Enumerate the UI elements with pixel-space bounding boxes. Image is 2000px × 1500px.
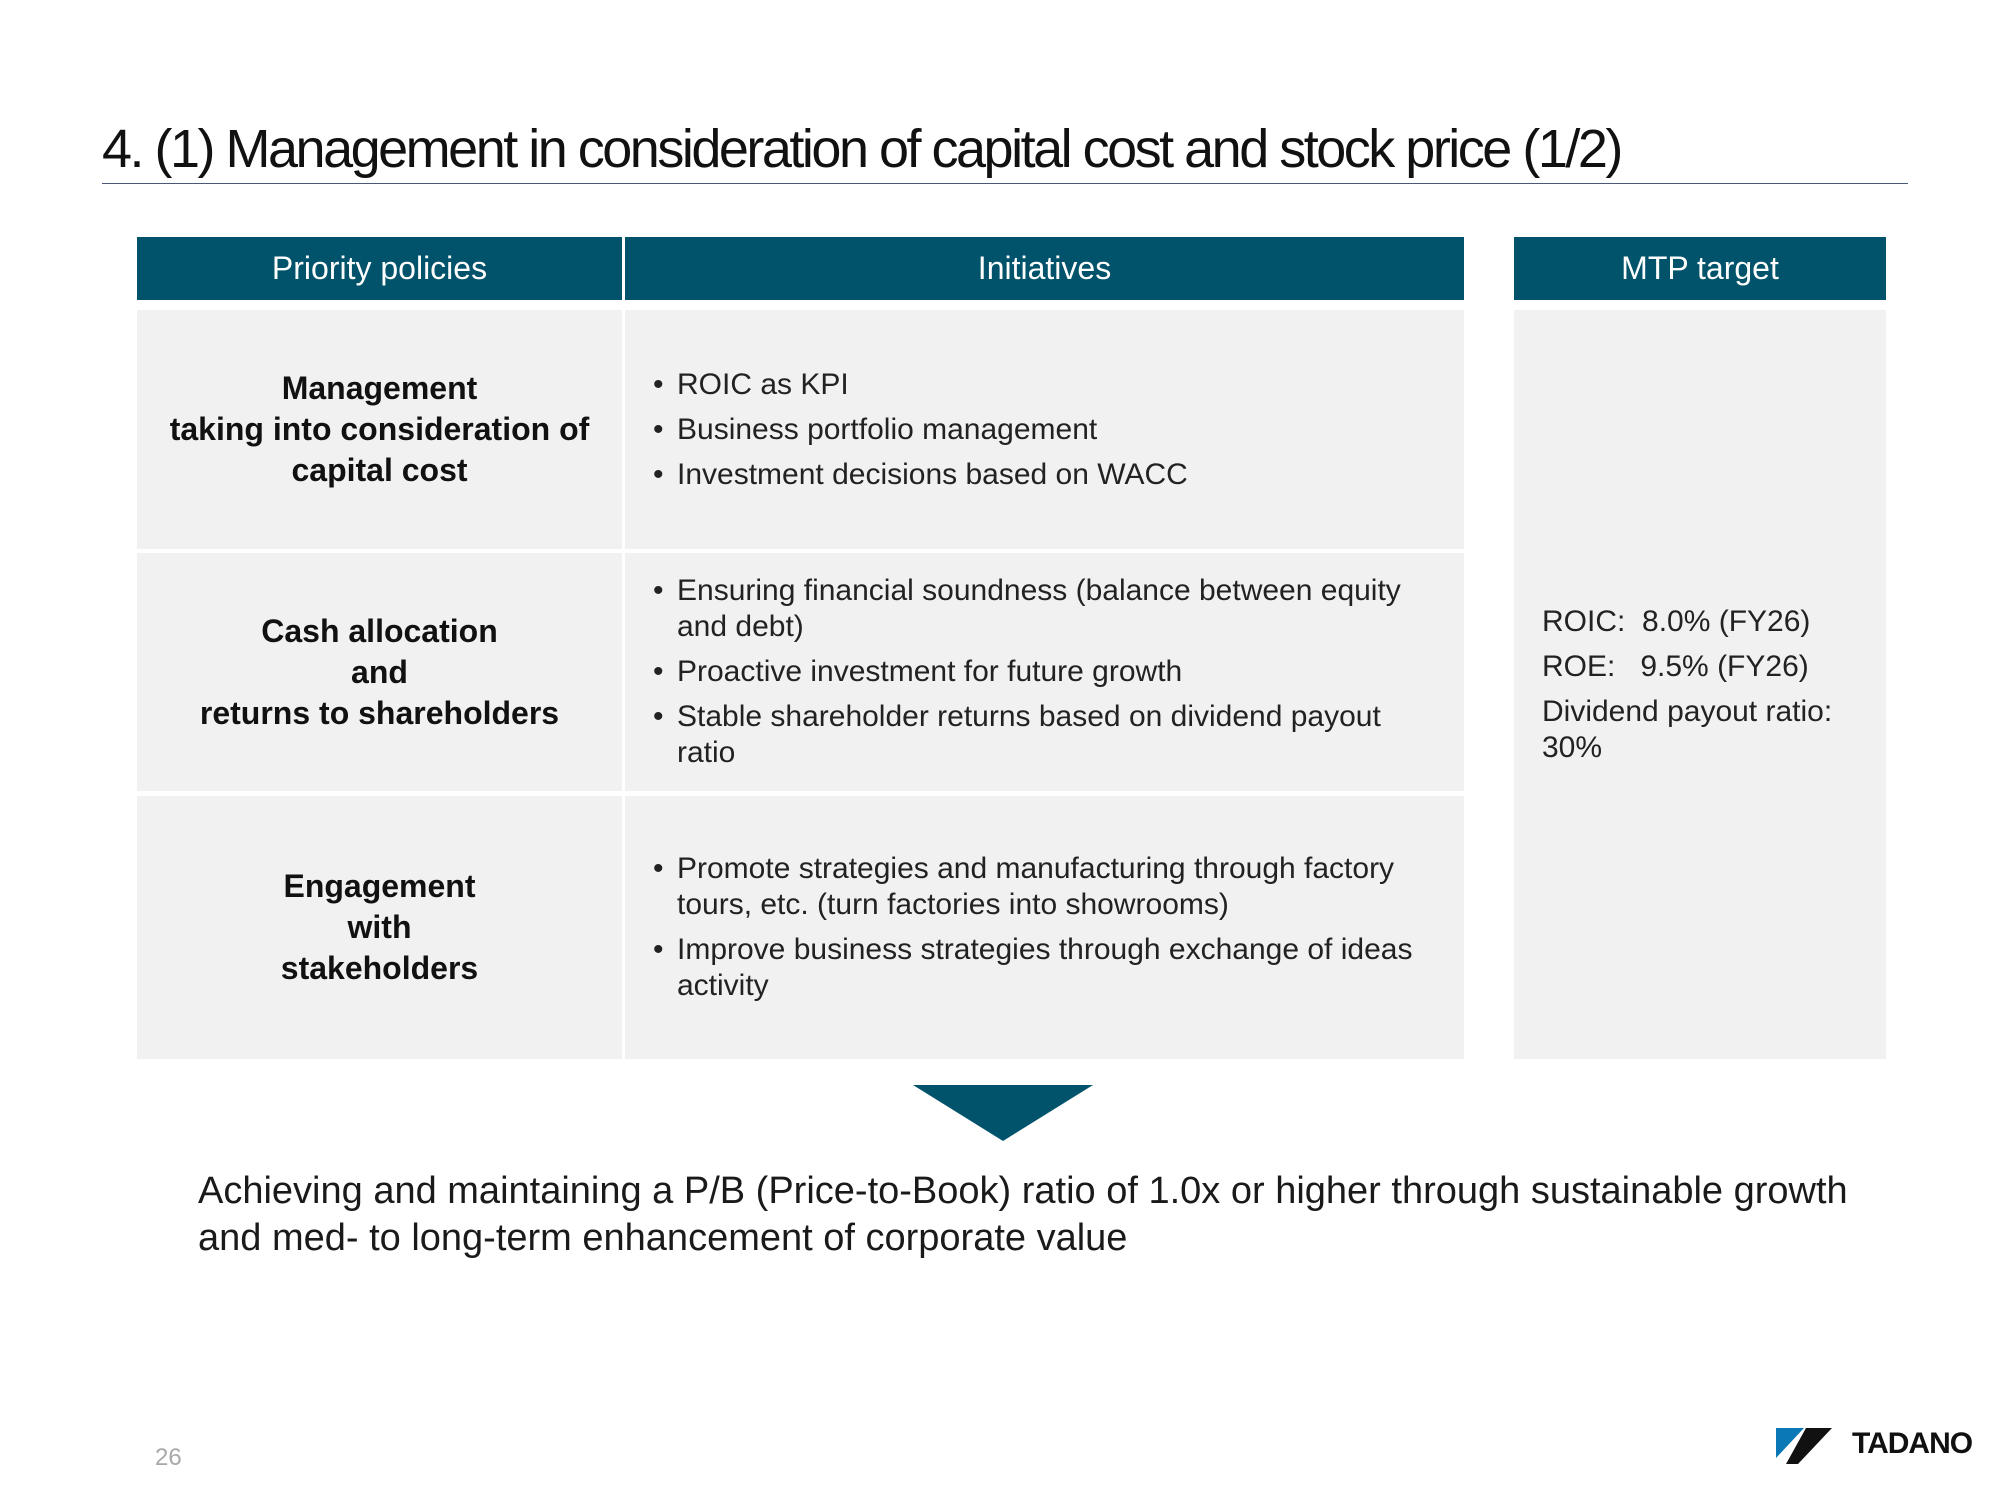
policy-cell-capital-cost xyxy=(137,310,622,549)
initiatives-list xyxy=(677,358,1188,502)
initiative-item: • Promote strategies and manufacturing through factory tours, etc. (turn factories into showrooms) xyxy=(677,851,1444,923)
initiatives-cell-cash-allocation xyxy=(625,553,1464,791)
initiative-item: • Investment decisions based on WACC xyxy=(677,457,1188,493)
logo-text: TADANO xyxy=(1852,1427,1973,1460)
policy-line: Cash allocation xyxy=(261,612,498,649)
policy-line: capital cost xyxy=(291,452,468,488)
policy-line: stakeholders xyxy=(280,950,479,986)
header-initiatives: Initiatives xyxy=(625,237,1464,300)
slide-title: 4. (1) Management in consideration of capital cost and stock price (1/2) xyxy=(102,119,1621,179)
mtp-roic: ROIC: 8.0% (FY26) xyxy=(1542,604,1811,638)
mtp-target-cell xyxy=(1514,310,1886,1059)
policy-line: taking into consideration of xyxy=(169,411,590,447)
company-logo xyxy=(1776,1424,1972,1464)
policy-line: returns to shareholders xyxy=(199,694,560,731)
policy-line: and xyxy=(351,653,408,690)
initiative-item: • ROIC as KPI xyxy=(677,367,1188,403)
initiative-item: • Improve business strategies through exchange of ideas activity xyxy=(677,932,1444,1004)
mtp-dividend-label: Dividend payout ratio: xyxy=(1542,694,1833,728)
tadano-logo-icon xyxy=(1776,1424,1832,1464)
policy-line: Engagement xyxy=(283,868,476,904)
policy-cell-cash-allocation xyxy=(137,553,622,791)
policy-line: Management xyxy=(281,370,478,406)
initiatives-cell-engagement xyxy=(625,796,1464,1059)
down-arrow-icon xyxy=(913,1085,1093,1143)
initiative-item: • Stable shareholder returns based on dividend payout ratio xyxy=(677,699,1444,771)
initiative-item: • Ensuring financial soundness (balance between equity and debt) xyxy=(677,573,1444,645)
initiative-item: • Business portfolio management xyxy=(677,412,1188,448)
title-divider xyxy=(102,183,1908,184)
header-mtp-target: MTP target xyxy=(1514,237,1886,300)
header-priority-policies: Priority policies xyxy=(137,237,622,300)
mtp-dividend-value: 30% xyxy=(1542,730,1603,764)
page-number: 26 xyxy=(155,1444,182,1471)
policy-cell-engagement xyxy=(137,796,622,1059)
initiative-item: • Proactive investment for future growth xyxy=(677,654,1444,690)
mtp-roe: ROE: 9.5% (FY26) xyxy=(1542,649,1809,683)
initiatives-list xyxy=(677,842,1444,1013)
conclusion-text: Achieving and maintaining a P/B (Price-to-Book) ratio of 1.0x or higher through sustainable growth and med- to long-term enhancement of corporate value xyxy=(198,1170,1848,1259)
policy-line: with xyxy=(347,909,412,945)
initiatives-list xyxy=(677,564,1444,780)
initiatives-cell-capital-cost xyxy=(625,310,1464,549)
